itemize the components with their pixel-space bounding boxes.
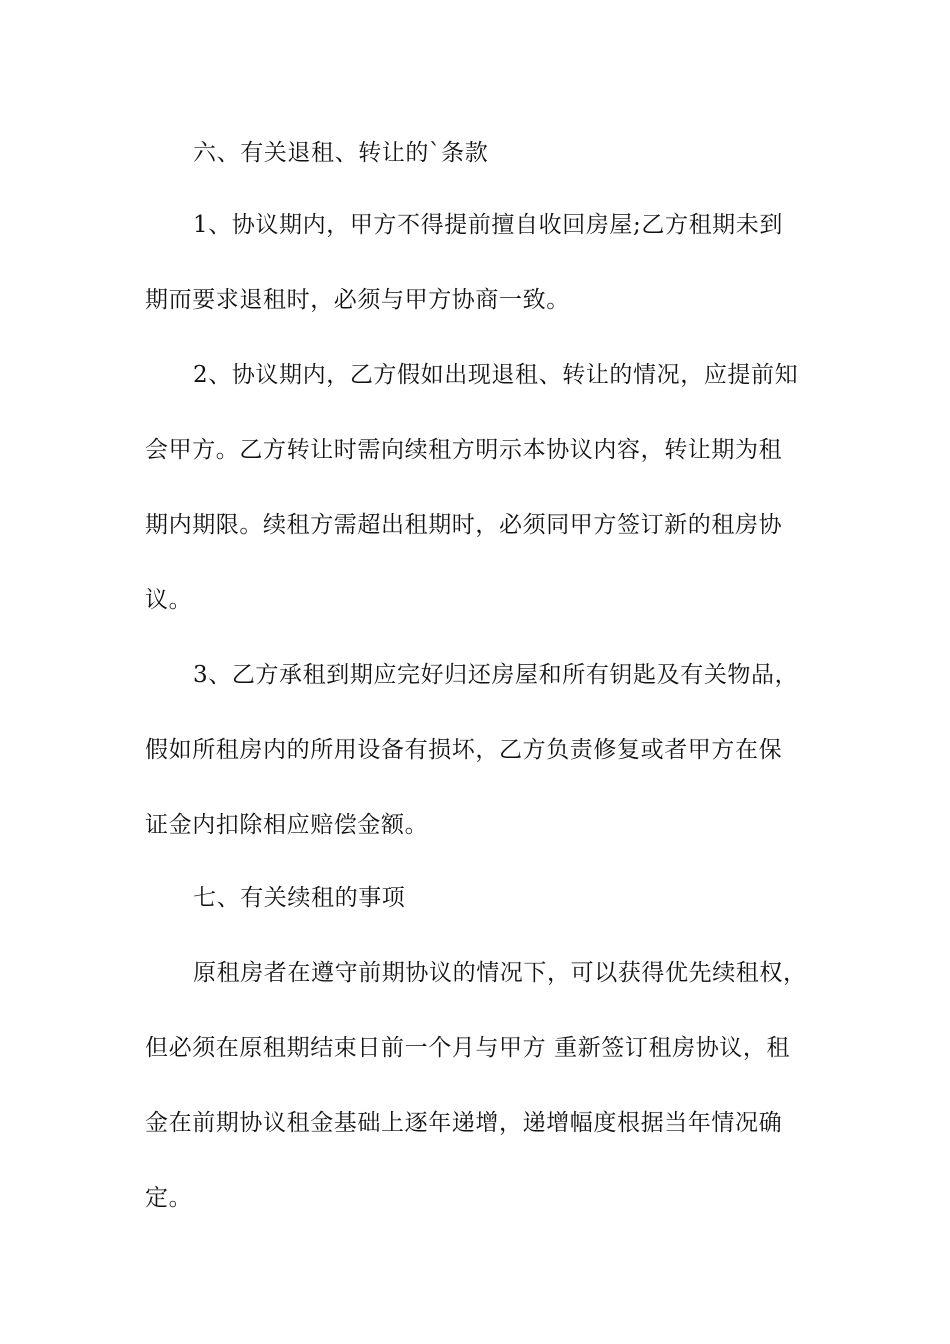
section-heading: 六、有关退租、转让的`条款 <box>193 140 489 166</box>
paragraph-line: 1、协议期内，甲方不得提前擅自收回房屋;乙方租期未到 <box>193 212 783 238</box>
paragraph-line: 原租房者在遵守前期协议的情况下，可以获得优先续租权， <box>193 960 807 986</box>
paragraph-line: 议。 <box>145 587 193 613</box>
paragraph-line: 2、协议期内，乙方假如出现退租、转让的情况，应提前知 <box>193 362 799 388</box>
paragraph-line: 期而要求退租时，必须与甲方协商一致。 <box>145 287 570 313</box>
paragraph-line: 金在前期协议租金基础上逐年递增，递增幅度根据当年情况确 <box>145 1110 783 1136</box>
paragraph-line: 会甲方。乙方转让时需向续租方明示本协议内容，转让期为租 <box>145 437 783 463</box>
paragraph-line: 证金内扣除相应赔偿金额。 <box>145 812 429 838</box>
paragraph-line: 定。 <box>145 1185 193 1211</box>
paragraph-line: 期内期限。续租方需超出租期时，必须同甲方签订新的租房协 <box>145 512 783 538</box>
section-heading: 七、有关续租的事项 <box>193 885 406 911</box>
paragraph-line: 3、乙方承租到期应完好归还房屋和所有钥匙及有关物品， <box>193 662 799 688</box>
paragraph-line: 假如所租房内的所用设备有损坏，乙方负责修复或者甲方在保 <box>145 737 783 763</box>
paragraph-line: 但必须在原租期结束日前一个月与甲方 重新签订租房协议，租 <box>145 1035 791 1061</box>
